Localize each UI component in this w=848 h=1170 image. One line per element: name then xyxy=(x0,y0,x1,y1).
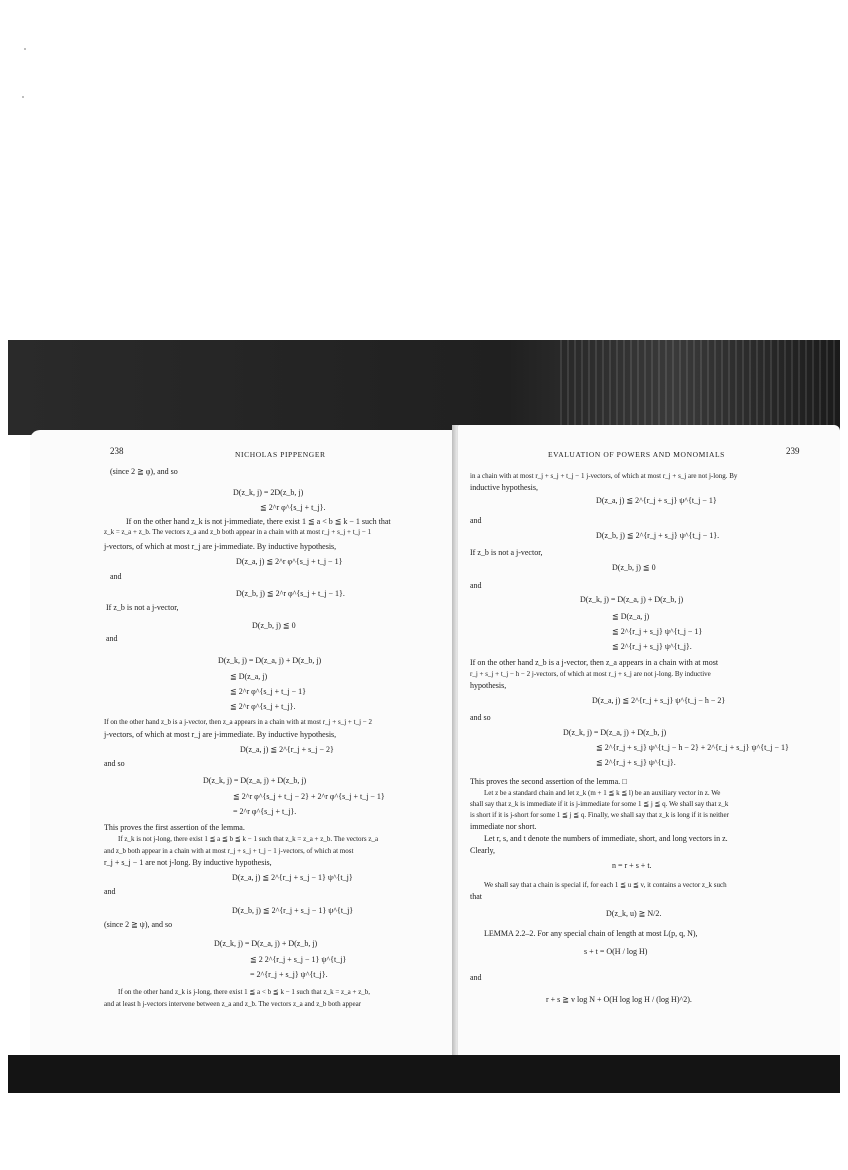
equation: ≦ 2^{r_j + s_j} ψ^{t_j − h − 2} + 2^{r_j + s_j} ψ^{t_j − 1} xyxy=(596,743,789,752)
equation: = 2^r φ^{s_j + t_j}. xyxy=(233,807,297,816)
text-line: inductive hypothesis, xyxy=(470,483,538,492)
dust-speck xyxy=(24,48,26,50)
equation: ≦ 2^r φ^{s_j + t_j − 1} xyxy=(230,687,306,696)
text-line: and xyxy=(110,572,122,581)
text-line: and z_b both appear in a chain with at most r_j + s_j + t_j − 1 j-vectors, of which at most xyxy=(104,847,354,855)
equation: n = r + s + t. xyxy=(612,861,652,870)
text-line: immediate nor short. xyxy=(470,822,537,831)
text-line: and so xyxy=(470,713,491,722)
running-head: NICHOLAS PIPPENGER xyxy=(235,450,326,459)
equation: ≦ D(z_a, j) xyxy=(230,672,268,681)
text-line: is short if it is j-short for some 1 ≦ j ≦ q. Finally, we shall say that z_k is long if it is neither xyxy=(470,811,729,819)
equation: D(z_b, j) ≦ 2^{r_j + s_j} ψ^{t_j − 1}. xyxy=(596,531,720,540)
text-line: We shall say that a chain is special if, for each 1 ≦ u ≦ v, it contains a vector z_k such xyxy=(484,881,727,889)
text-line: and so xyxy=(104,759,125,768)
text-line: in a chain with at most r_j + s_j + t_j − 1 j-vectors, of which at most r_j + s_j are not j-long. By xyxy=(470,472,738,480)
equation: D(z_k, j) = D(z_a, j) + D(z_b, j) xyxy=(203,776,307,785)
text-line: shall say that z_k is immediate if it is j-immediate for some 1 ≦ j ≦ q. We shall say that z_k xyxy=(470,800,729,808)
equation: D(z_a, j) ≦ 2^r φ^{s_j + t_j − 1} xyxy=(236,557,343,566)
text-line: If on the other hand z_k is not j-immediate, there exist 1 ≦ a < b ≦ k − 1 such that xyxy=(126,517,391,526)
text-line: Clearly, xyxy=(470,846,496,855)
text-line: If on the other hand z_b is a j-vector, then z_a appears in a chain with at most r_j + s_j + t_j − 2 xyxy=(104,718,372,726)
text-line: If on the other hand z_b is a j-vector, then z_a appears in a chain with at most xyxy=(470,658,719,667)
text-line: If z_b is not a j-vector, xyxy=(470,548,543,557)
equation: D(z_k, j) = D(z_a, j) + D(z_b, j) xyxy=(214,939,318,948)
text-line: Let z be a standard chain and let z_k (m + 1 ≦ k ≦ l) be an auxiliary vector in z. We xyxy=(484,789,721,797)
text-line: and xyxy=(470,973,482,982)
text-line: This proves the first assertion of the lemma. xyxy=(104,823,245,832)
page-number: 239 xyxy=(786,446,800,456)
scanner-bottom-band xyxy=(8,1055,840,1093)
text-line: and xyxy=(104,887,116,896)
equation: D(z_k, j) = 2D(z_b, j) xyxy=(233,488,304,497)
equation: D(z_a, j) ≦ 2^{r_j + s_j − 1} ψ^{t_j} xyxy=(232,873,353,882)
equation: ≦ D(z_a, j) xyxy=(612,612,650,621)
equation: D(z_k, u) ≧ N/2. xyxy=(606,909,662,918)
equation: = 2^{r_j + s_j} ψ^{t_j}. xyxy=(250,970,328,979)
equation: ≦ 2 2^{r_j + s_j − 1} ψ^{t_j} xyxy=(250,955,347,964)
text-line: hypothesis, xyxy=(470,681,507,690)
equation: D(z_b, j) ≦ 0 xyxy=(252,621,296,630)
equation: ≦ 2^r φ^{s_j + t_j}. xyxy=(260,503,326,512)
running-head: EVALUATION OF POWERS AND MONOMIALS xyxy=(548,450,725,459)
equation: ≦ 2^r φ^{s_j + t_j}. xyxy=(230,702,296,711)
text-line: If on the other hand z_k is j-long, there exist 1 ≦ a < b ≦ k − 1 such that z_k = z_a + z_b, xyxy=(118,988,371,996)
text-line: and xyxy=(106,634,118,643)
text-line: j-vectors, of which at most r_j are j-immediate. By inductive hypothesis, xyxy=(104,542,337,551)
text-line: z_k = z_a + z_b. The vectors z_a and z_b both appear in a chain with at most r_j + s_j + t_j − 1 xyxy=(104,528,372,536)
equation: r + s ≧ v log N + O(H log log H / (log H)^2). xyxy=(546,995,692,1004)
equation: ≦ 2^{r_j + s_j} ψ^{t_j}. xyxy=(612,642,692,651)
text-line: that xyxy=(470,892,482,901)
equation: D(z_b, j) ≦ 2^r φ^{s_j + t_j − 1}. xyxy=(236,589,345,598)
text-line: r_j + s_j − 1 are not j-long. By inductive hypothesis, xyxy=(104,858,272,867)
equation: ≦ 2^{r_j + s_j} ψ^{t_j}. xyxy=(596,758,676,767)
equation: ≦ 2^r φ^{s_j + t_j − 2} + 2^r φ^{s_j + t_j − 1} xyxy=(233,792,385,801)
equation: D(z_a, j) ≦ 2^{r_j + s_j} ψ^{t_j − h − 2} xyxy=(592,696,726,705)
text-line: If z_k is not j-long, there exist 1 ≦ a ≦ b ≦ k − 1 such that z_k = z_a + z_b. The vectors z_a xyxy=(118,835,379,843)
dust-speck xyxy=(22,96,24,98)
equation: D(z_a, j) ≦ 2^{r_j + s_j − 2} xyxy=(240,745,334,754)
equation: D(z_k, j) = D(z_a, j) + D(z_b, j) xyxy=(218,656,322,665)
text-line: j-vectors, of which at most r_j are j-immediate. By inductive hypothesis, xyxy=(104,730,337,739)
scanner-stripes xyxy=(560,340,840,435)
lemma-statement: LEMMA 2.2–2. For any special chain of length at most L(p, q, N), xyxy=(484,929,698,938)
text-line: and xyxy=(470,581,482,590)
text-line: and at least h j-vectors intervene between z_a and z_b. The vectors z_a and z_b both appear xyxy=(104,1000,362,1008)
equation: D(z_k, j) = D(z_a, j) + D(z_b, j) xyxy=(563,728,667,737)
text-line: r_j + s_j + t_j − h − 2 j-vectors, of which at most r_j + s_j are not j-long. By inductive xyxy=(470,670,711,678)
equation: s + t = O(H / log H) xyxy=(584,947,648,956)
equation: D(z_k, j) = D(z_a, j) + D(z_b, j) xyxy=(580,595,684,604)
text-line: This proves the second assertion of the lemma. □ xyxy=(470,777,628,786)
equation: ≦ 2^{r_j + s_j} ψ^{t_j − 1} xyxy=(612,627,703,636)
text-line: If z_b is not a j-vector, xyxy=(106,603,179,612)
page-number: 238 xyxy=(110,446,124,456)
text-line: (since 2 ≧ ψ), and so xyxy=(104,920,173,929)
text-line: Let r, s, and t denote the numbers of immediate, short, and long vectors in z. xyxy=(484,834,728,843)
equation: D(z_a, j) ≦ 2^{r_j + s_j} ψ^{t_j − 1} xyxy=(596,496,717,505)
equation: D(z_b, j) ≦ 2^{r_j + s_j − 1} ψ^{t_j} xyxy=(232,906,354,915)
equation: D(z_b, j) ≦ 0 xyxy=(612,563,656,572)
text-line: (since 2 ≧ φ), and so xyxy=(110,467,178,476)
text-line: and xyxy=(470,516,482,525)
